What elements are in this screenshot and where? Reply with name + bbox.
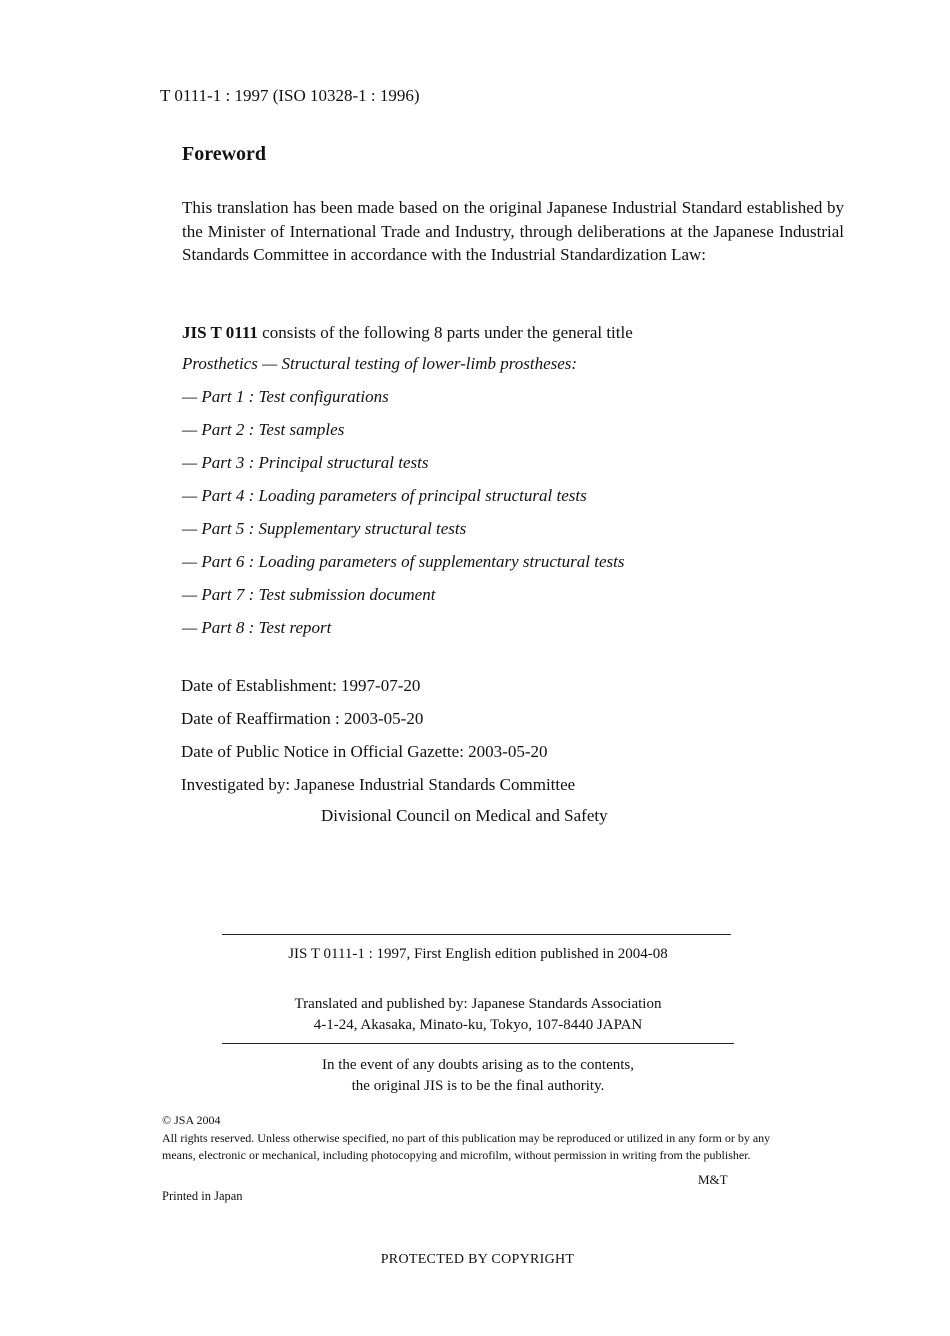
rights-statement: All rights reserved. Unless otherwise specified, no part of this publication may be reproduced or utilized in any form or by any means, electronic or mechanical, including photocopying and microfilm, without permission in writing from the publisher. bbox=[162, 1130, 771, 1162]
divider-top bbox=[222, 934, 731, 935]
authority-notice bbox=[222, 1055, 734, 1097]
part-item: — Part 5 : Supplementary structural tests bbox=[182, 519, 467, 538]
foreword-heading: Foreword bbox=[182, 143, 267, 165]
part-item: — Part 7 : Test submission document bbox=[182, 585, 436, 604]
foreword-intro: This translation has been made based on the original Japanese Industrial Standard established by the Minister of International Trade and Industry, through deliberations at the Japanese Industrial Standards Committee in accordance with the Industrial Standardization Law: bbox=[182, 198, 844, 264]
authority-line-1: In the event of any doubts arising as to the contents, bbox=[321, 1057, 634, 1073]
date-of-public-notice: Date of Public Notice in Official Gazette: 2003-05-20 bbox=[181, 742, 548, 761]
dates-block bbox=[181, 675, 575, 807]
investigated-by: Investigated by: Japanese Industrial Standards Committee bbox=[181, 775, 576, 794]
date-of-reaffirmation: Date of Reaffirmation : 2003-05-20 bbox=[181, 709, 424, 728]
authority-line-2: the original JIS is to be the final authority. bbox=[351, 1078, 605, 1094]
edition-line: JIS T 0111-1 : 1997, First English edition published in 2004-08 bbox=[288, 946, 668, 962]
document-id: T 0111-1 : 1997 (ISO 10328-1 : 1996) bbox=[160, 86, 420, 105]
printed-in: Printed in Japan bbox=[162, 1189, 243, 1203]
part-item: — Part 6 : Loading parameters of supplementary structural tests bbox=[182, 552, 625, 571]
part-item: — Part 8 : Test report bbox=[182, 618, 332, 637]
publisher-block bbox=[222, 994, 734, 1036]
part-item: — Part 3 : Principal structural tests bbox=[182, 453, 429, 472]
publisher-line: Translated and published by: Japanese Standards Association bbox=[294, 996, 662, 1012]
mt-mark: M&T bbox=[698, 1172, 728, 1187]
part-item: — Part 1 : Test configurations bbox=[182, 387, 389, 406]
divider-bottom bbox=[222, 1043, 734, 1044]
date-of-establishment: Date of Establishment: 1997-07-20 bbox=[181, 676, 421, 695]
general-title: Prosthetics — Structural testing of lower-limb prostheses: bbox=[182, 354, 578, 373]
part-item: — Part 2 : Test samples bbox=[182, 420, 345, 439]
copyright-notice: © JSA 2004 bbox=[162, 1113, 221, 1127]
part-item: — Part 4 : Loading parameters of principal structural tests bbox=[182, 486, 587, 505]
divisional-council: Divisional Council on Medical and Safety bbox=[321, 806, 608, 825]
copyright-footer: PROTECTED BY COPYRIGHT bbox=[380, 1252, 575, 1267]
parts-intro-text: consists of the following 8 parts under the general title bbox=[257, 323, 633, 342]
copyright-block bbox=[162, 1112, 787, 1165]
publisher-address: 4-1-24, Akasaka, Minato-ku, Tokyo, 107-8440 JAPAN bbox=[313, 1017, 643, 1033]
standard-code: JIS T 0111 bbox=[182, 323, 258, 342]
parts-list bbox=[182, 386, 624, 650]
parts-intro bbox=[182, 323, 633, 343]
